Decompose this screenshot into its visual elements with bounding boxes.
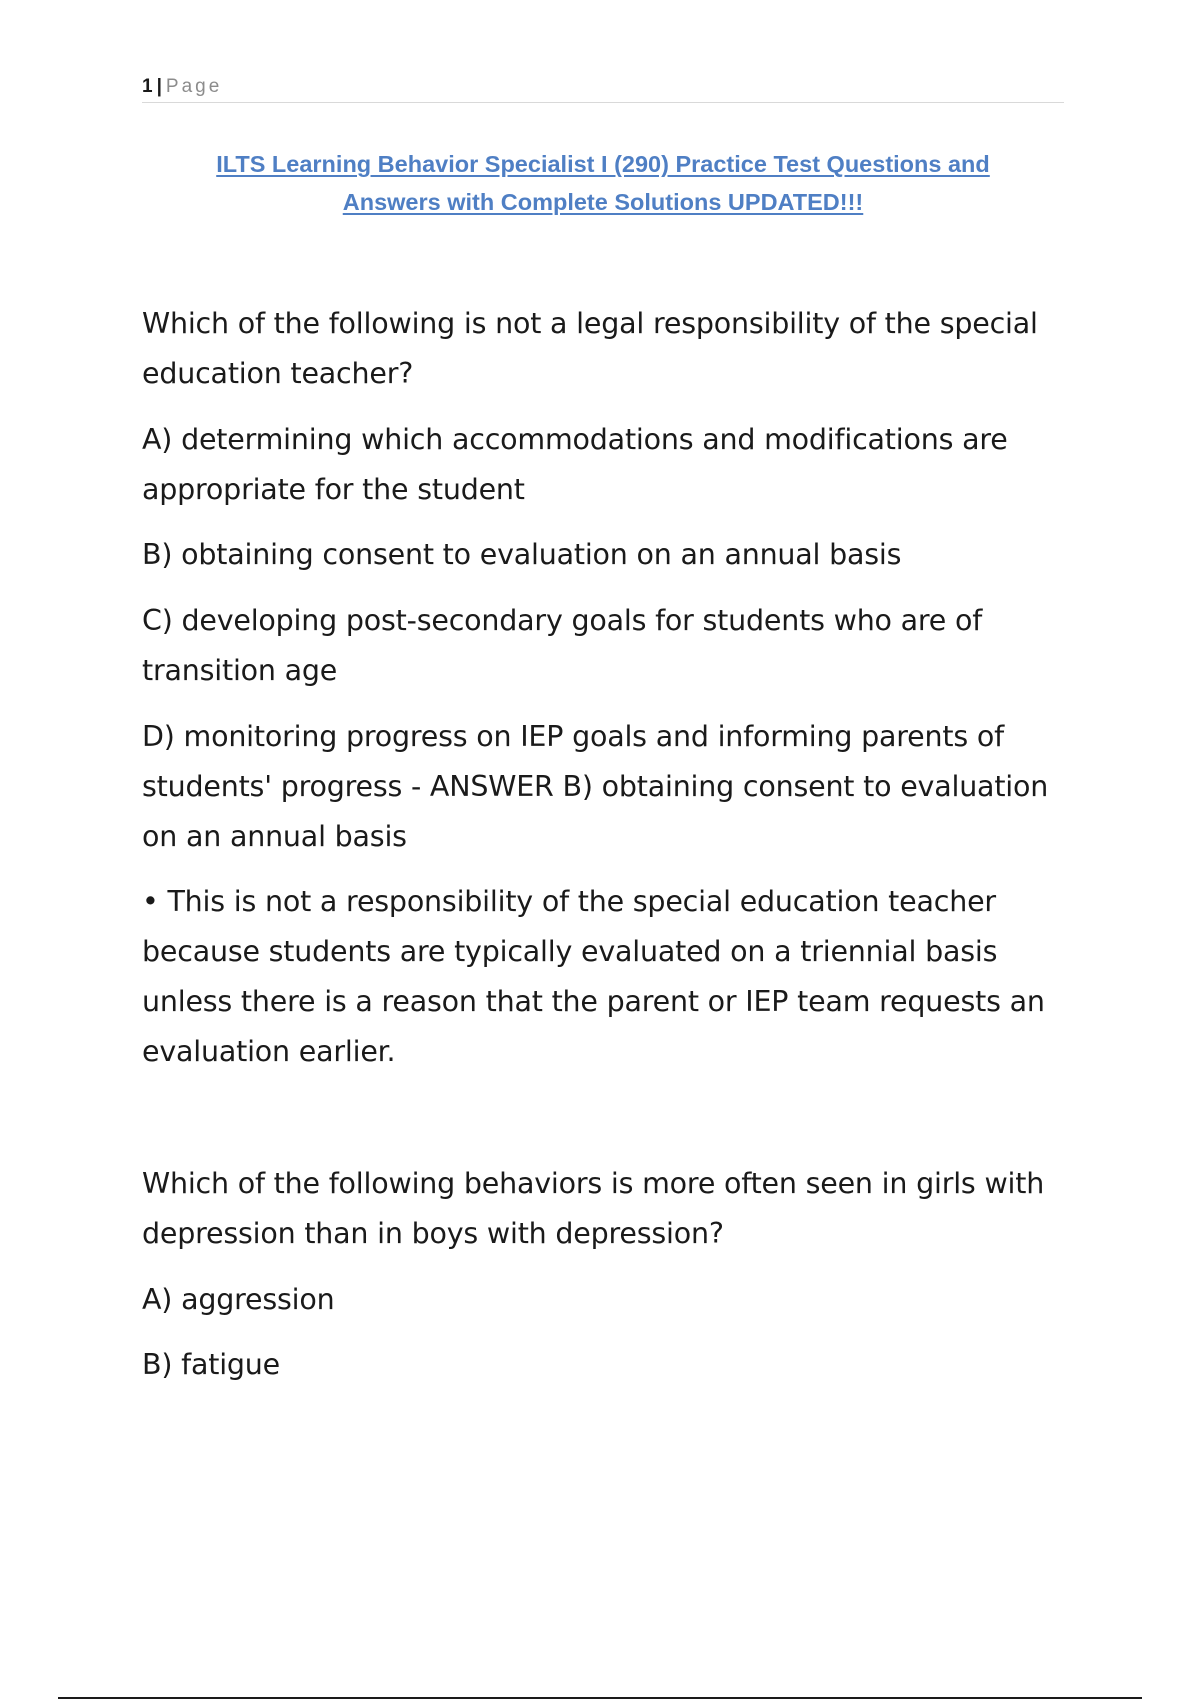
question-2-text: Which of the following behaviors is more often seen in girls with depression than in boys with depression? (142, 1167, 1045, 1250)
document-title-line-2: Answers with Complete Solutions UPDATED!!! (342, 189, 864, 215)
question-2-option-a: A) aggression (142, 1283, 335, 1316)
question-1-option-b: B) obtaining consent to evaluation on an annual basis (142, 538, 902, 571)
question-1-option-c: C) developing post-secondary goals for students who are of transition age (142, 604, 983, 687)
question-1-option-a: A) determining which accommodations and modifications are appropriate for the student (142, 423, 1008, 506)
page-header (142, 76, 1064, 103)
question-1-text: Which of the following is not a legal responsibility of the special education teacher? (142, 307, 1038, 390)
document-title (142, 145, 1064, 221)
document-title-line-1: ILTS Learning Behavior Specialist I (290) Practice Test Questions and (216, 151, 990, 177)
page-number: 1 (142, 76, 153, 97)
footer-rule (58, 1697, 1142, 1699)
question-1-explanation: • This is not a responsibility of the special education teacher because students are typically evaluated on a triennial basis unless there is a reason that the parent or IEP team requests an evaluation earlier. (142, 885, 1045, 1068)
page-label: Page (165, 76, 223, 97)
question-1-option-d-with-answer: D) monitoring progress on IEP goals and informing parents of students' progress - ANSWER B) obtaining consent to evaluation on an annual basis (142, 720, 1049, 853)
page-separator: | (156, 76, 162, 97)
question-2-option-b: B) fatigue (142, 1348, 281, 1381)
